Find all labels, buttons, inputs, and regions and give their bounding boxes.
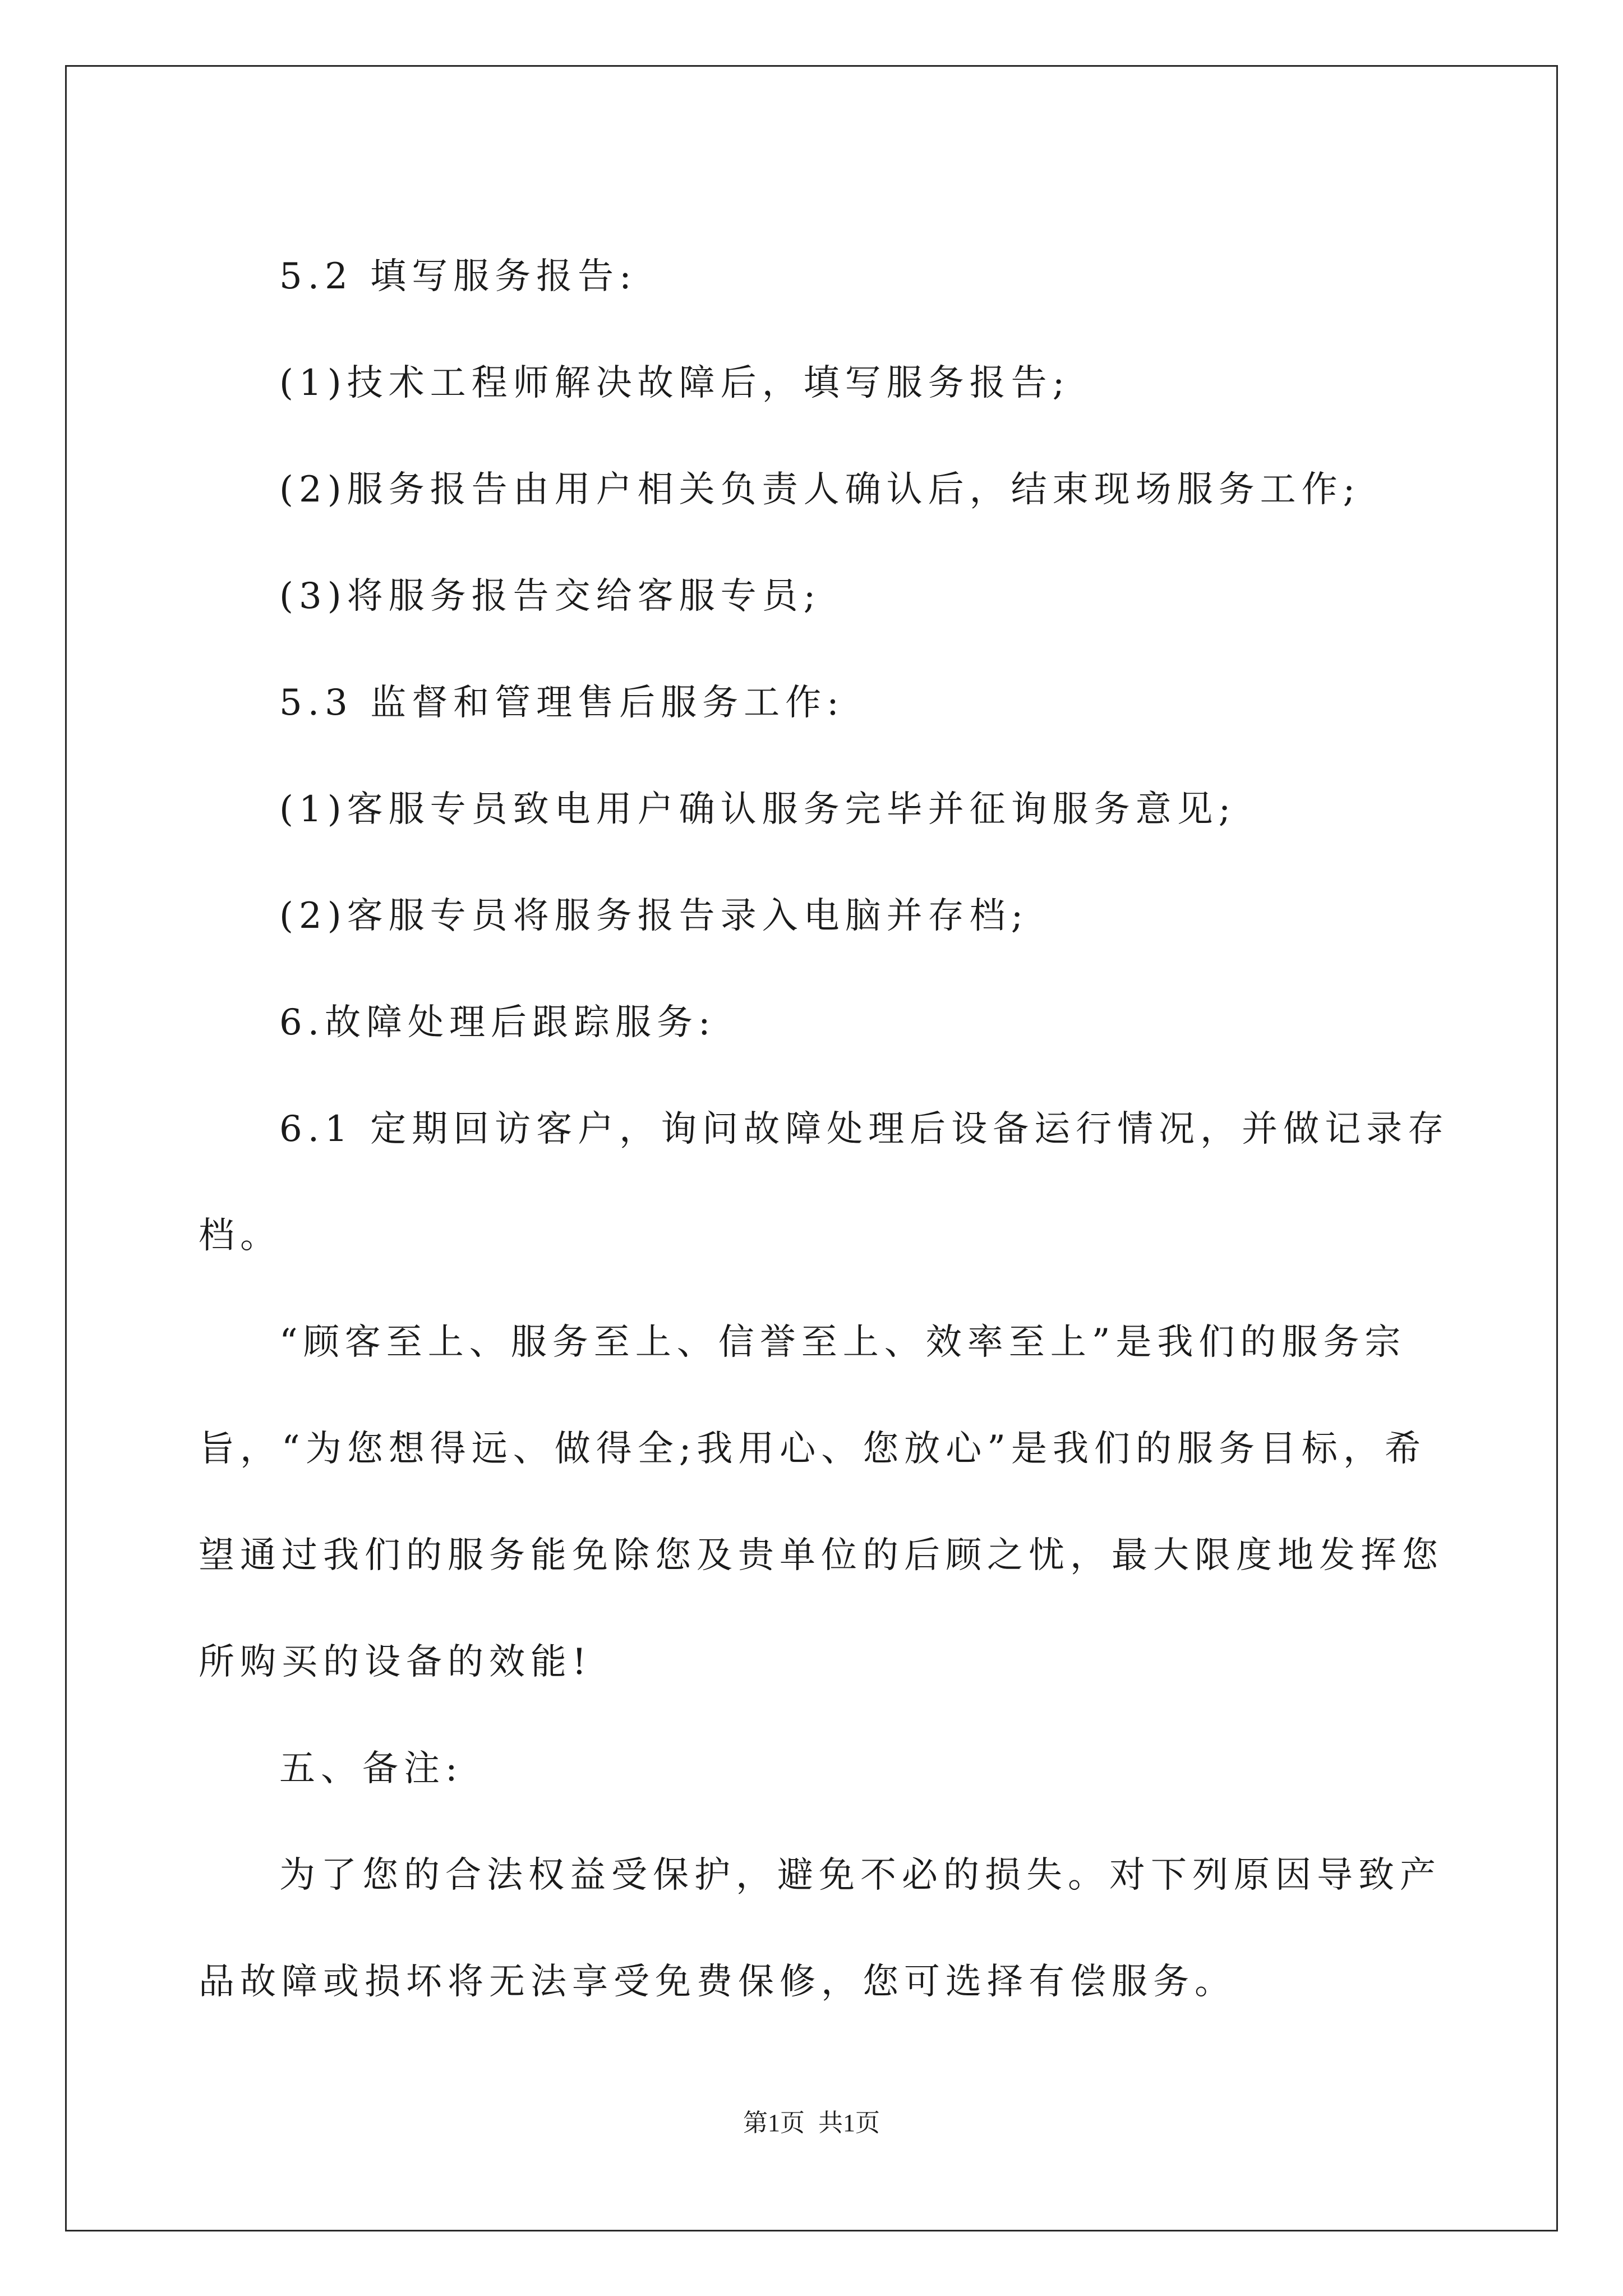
heading-6: 6.故障处理后跟踪服务:	[279, 1002, 716, 1043]
document-body	[199, 223, 1450, 2035]
paragraph-line: 品故障或损坏将无法享受免费保修，您可选择有偿服务。	[199, 1961, 1236, 2003]
paragraph-line: “顾客至上、服务至上、信誉至上、效率至上”是我们的服务宗	[279, 1322, 1407, 1363]
heading-remarks: 五、备注:	[279, 1748, 463, 1789]
list-item: (1)技术工程师解决故障后，填写服务报告;	[279, 362, 1071, 404]
list-item: (1)客服专员致电用户确认服务完毕并征询服务意见;	[279, 789, 1237, 830]
list-item: (2)服务报告由用户相关负责人确认后，结束现场服务工作;	[279, 469, 1361, 510]
list-item: (2)客服专员将服务报告录入电脑并存档;	[279, 895, 1029, 937]
page-footer	[0, 2102, 1623, 2138]
paragraph-line: 为了您的合法权益受保护，避免不必的损失。对下列原因导致产	[279, 1855, 1441, 1896]
list-item: (3)将服务报告交给客服专员;	[279, 576, 822, 617]
paragraph-line: 望通过我们的服务能免除您及贵单位的后顾之忧，最大限度地发挥您	[199, 1535, 1444, 1576]
paragraph-line: 6.1 定期回访客户，询问故障处理后设备运行情况，并做记录存	[279, 1108, 1450, 1150]
paragraph-line: 旨，“为您想得远、做得全;我用心、您放心”是我们的服务目标，希	[199, 1428, 1426, 1470]
paragraph-line: 所购买的设备的效能!	[199, 1641, 592, 1683]
page-number: 第1页	[743, 2109, 805, 2137]
paragraph-line: 档。	[199, 1215, 282, 1257]
page-total: 共1页	[818, 2109, 880, 2137]
heading-5-2: 5.2 填写服务报告:	[279, 256, 637, 297]
heading-5-3: 5.3 监督和管理售后服务工作:	[279, 682, 845, 724]
